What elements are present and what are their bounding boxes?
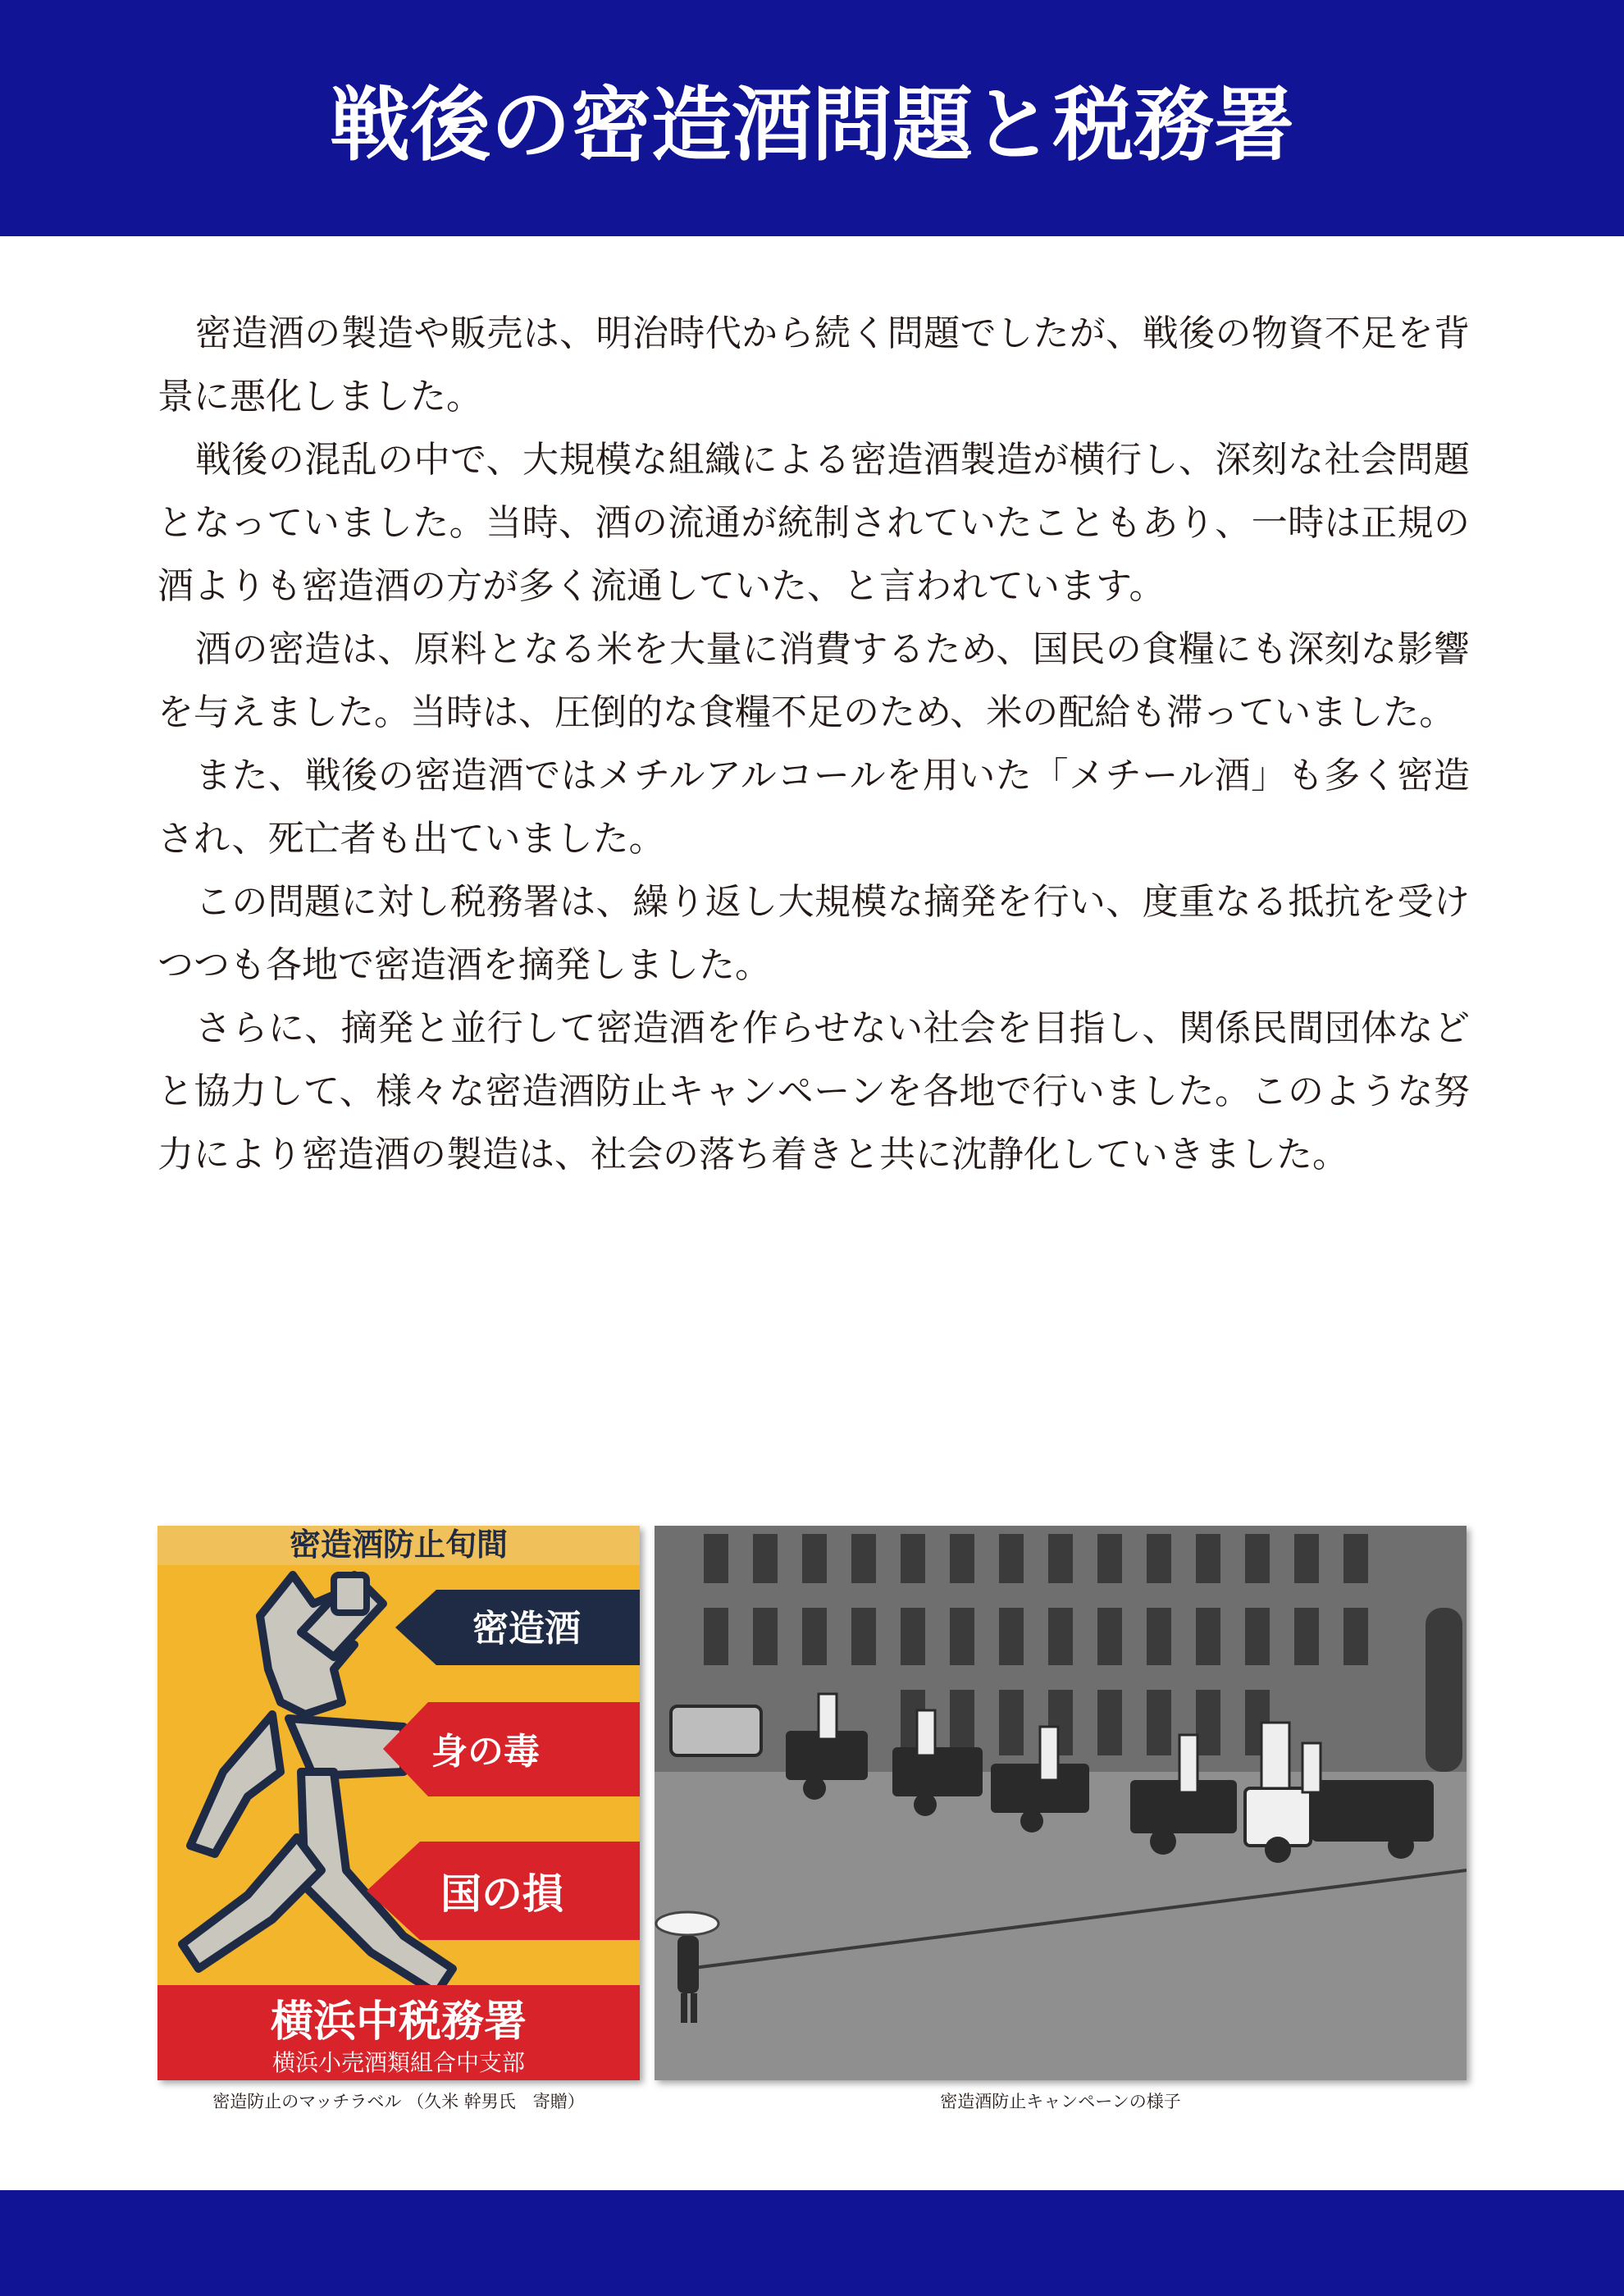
paragraph: 戦後の混乱の中で、大規模な組織による密造酒製造が横行し、深刻な社会問題となっていました。当時、酒の流通が統制されていたこともあり、一時は正規の酒よりも密造酒の方が多く流通していた、と言われています。 bbox=[157, 439, 1470, 607]
footer-band bbox=[0, 2190, 1624, 2296]
arrow-3 bbox=[367, 1842, 640, 1940]
arrow-2-text: 身の毒 bbox=[431, 1731, 540, 1773]
caption-campaign-photo: 密造酒防止キャンペーンの様子 bbox=[940, 2092, 1181, 2111]
arrow-3-text: 国の損 bbox=[440, 1870, 563, 1918]
match-label-illustration bbox=[157, 1526, 640, 2080]
arrow-1-text: 密造酒 bbox=[472, 1608, 581, 1650]
campaign-photo bbox=[655, 1526, 1467, 2080]
office-name-text: 横浜中税務署 bbox=[270, 1997, 527, 2047]
match-label-image bbox=[157, 1526, 640, 2080]
arrow-2 bbox=[383, 1702, 640, 1796]
paragraph: この問題に対し税務署は、繰り返し大規模な摘発を行い、度重なる抵抗を受けつつも各地で密造酒を摘発しました。 bbox=[157, 881, 1470, 986]
paragraph: 密造酒の製造や販売は、明治時代から続く問題でしたが、戦後の物資不足を背景に悪化しました。 bbox=[157, 313, 1470, 418]
body-text bbox=[157, 302, 1470, 1186]
union-name-text: 横浜小売酒類組合中支部 bbox=[271, 2049, 526, 2076]
caption-match-label: 密造防止のマッチラベル （久米 幹男氏 寄贈） bbox=[212, 2092, 585, 2111]
arrow-1 bbox=[395, 1590, 640, 1665]
paragraph: 酒の密造は、原料となる米を大量に消費するため、国民の食糧にも深刻な影響を与えました。当時は、圧倒的な食糧不足のため、米の配給も滞っていました。 bbox=[157, 628, 1470, 733]
paragraph: さらに、摘発と並行して密造酒を作らせない社会を目指し、関係民間団体などと協力して、様々な密造酒防止キャンペーンを各地で行いました。このような努力により密造酒の製造は、社会の落ち着きと共に沈静化していきました。 bbox=[157, 1007, 1470, 1175]
page-title: 戦後の密造酒問題と税務署 bbox=[329, 78, 1294, 172]
title-banner bbox=[0, 0, 1624, 236]
label-top-text: 密造酒防止旬間 bbox=[289, 1527, 509, 1563]
paragraph: また、戦後の密造酒ではメチルアルコールを用いた「メチール酒」も多く密造され、死亡者も出ていました。 bbox=[157, 755, 1470, 860]
campaign-photo-illustration bbox=[655, 1526, 1467, 2080]
